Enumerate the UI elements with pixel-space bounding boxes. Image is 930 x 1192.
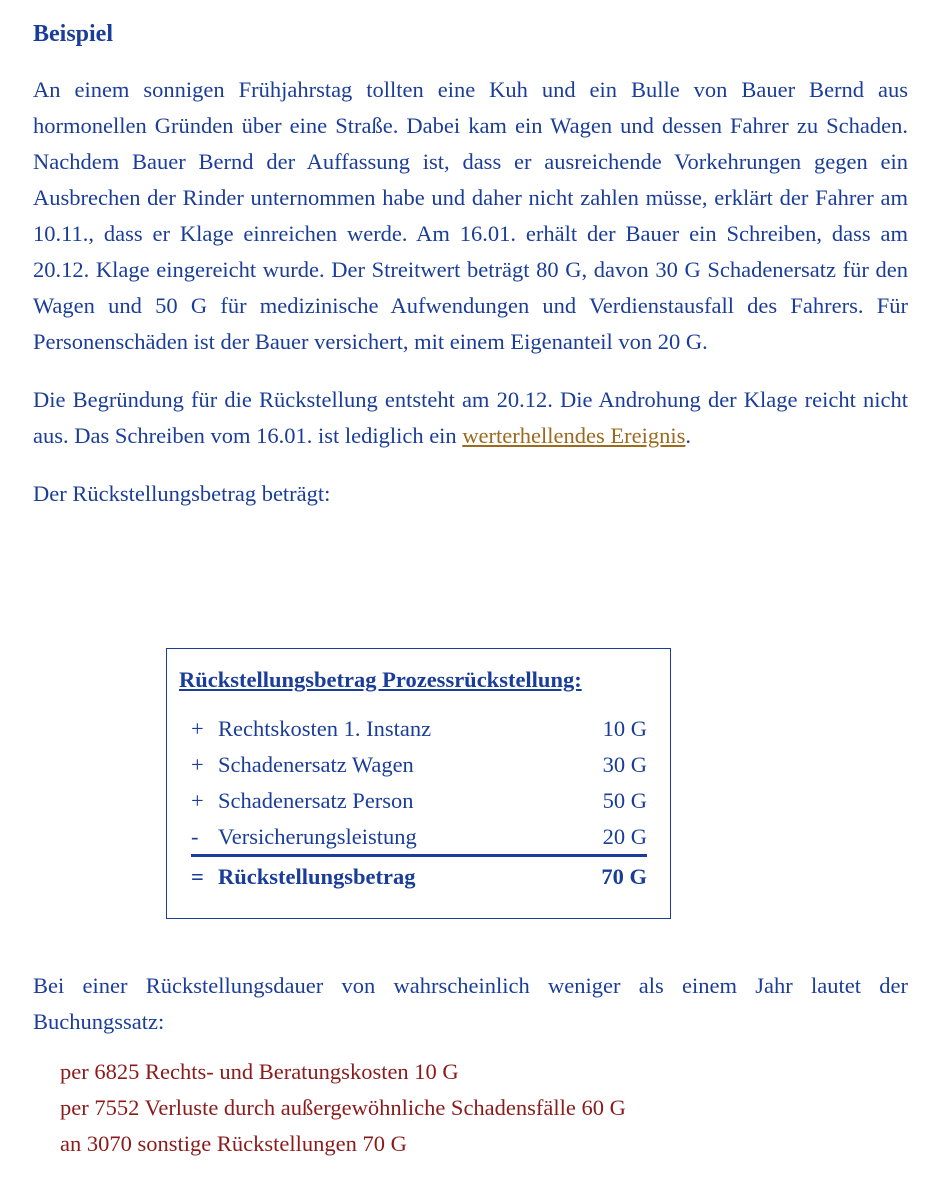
sum-rule [191, 854, 647, 857]
reasoning-text: Die Begründung für die Rückstellung entsteht am 20.12. Die Androhung der Klage reicht nicht aus. Das Schreiben vom 16.01. ist lediglich ein [33, 387, 908, 448]
calc-operator: - [191, 824, 199, 849]
booking-line: per 7552 Verluste durch außergewöhnliche Schadensfälle 60 G [60, 1095, 626, 1120]
booking-line: per 6825 Rechts- und Beratungskosten 10 G [60, 1059, 459, 1084]
booking-intro: Bei einer Rückstellungsdauer von wahrscheinlich weniger als einem Jahr lautet der Buchungssatz: [33, 973, 908, 1034]
calc-operator: + [191, 716, 204, 741]
calc-label: Schadenersatz Person [218, 788, 414, 813]
total-label: Rückstellungsbetrag [218, 864, 416, 889]
calc-amount: 50 G [602, 788, 647, 813]
calc-row [191, 747, 647, 783]
calc-row [191, 711, 647, 747]
total-amount: 70 G [601, 864, 647, 889]
example-paragraph [33, 72, 908, 360]
calc-amount: 20 G [602, 824, 647, 849]
calc-operator: + [191, 788, 204, 813]
document-body [33, 14, 908, 512]
calc-row [191, 819, 647, 855]
calc-label: Schadenersatz Wagen [218, 752, 414, 777]
calculation-box [166, 648, 671, 919]
werterhellendes-ereignis-link[interactable]: werterhellendes Ereignis [462, 423, 686, 448]
calc-label: Rechtskosten 1. Instanz [218, 716, 432, 741]
amount-intro: Der Rückstellungsbetrag beträgt: [33, 481, 331, 506]
calc-row [191, 783, 647, 819]
calc-operator: + [191, 752, 204, 777]
total-operator: = [191, 864, 204, 889]
reasoning-paragraph [33, 382, 908, 454]
calculation-title: Rückstellungsbetrag Prozessrückstellung: [179, 667, 582, 692]
section-heading: Beispiel [33, 21, 114, 47]
booking-entry [60, 1054, 626, 1162]
calc-amount: 30 G [602, 752, 647, 777]
example-text: An einem sonnigen Frühjahrstag tollten eine Kuh und ein Bulle von Bauer Bernd aus hormonellen Gründen über eine Straße. Dabei kam ein Wagen und dessen Fahrer zu Schaden. Nachdem Bauer Bernd der Auffassung ist, dass er ausreichende Vorkehrungen gegen ein Ausbrechen der Rinder unternommen habe und daher nicht zahlen müsse, erklärt der Fahrer am 10.11., dass er Klage einreichen werde. Am 16.01. erhält der Bauer ein Schreiben, dass am 20.12. Klage eingereicht wurde. Der Streitwert beträgt 80 G, davon 30 G Schadenersatz für den Wagen und 50 G für medizinische Aufwendungen und Verdienstausfall des Fahrers. Für Personenschäden ist der Bauer versichert, mit einem Eigenanteil von 20 G. [33, 77, 908, 354]
calc-label: Versicherungsleistung [218, 824, 417, 849]
reasoning-end: . [685, 423, 691, 448]
calc-amount: 10 G [602, 716, 647, 741]
calc-total-row [191, 859, 647, 895]
booking-line: an 3070 sonstige Rückstellungen 70 G [60, 1131, 407, 1156]
